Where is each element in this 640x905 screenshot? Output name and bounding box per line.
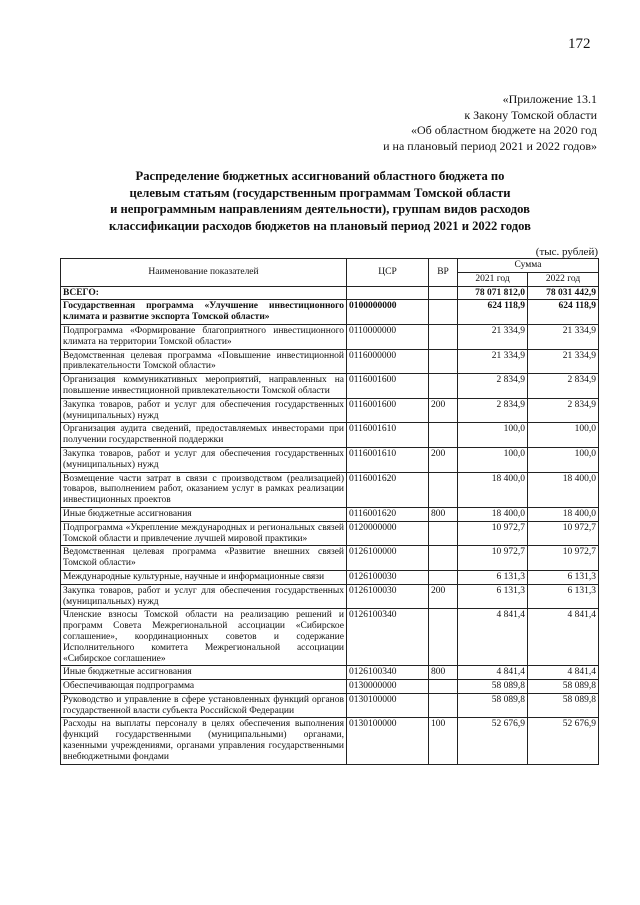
cell-2022: 58 089,8 bbox=[528, 693, 599, 718]
cell-2022: 58 089,8 bbox=[528, 680, 599, 694]
header-name: Наименование показателей bbox=[61, 259, 347, 287]
cell-2021: 6 131,3 bbox=[458, 570, 528, 584]
cell-2022: 21 334,9 bbox=[528, 349, 599, 374]
cell-vr bbox=[429, 680, 458, 694]
table-row bbox=[61, 324, 599, 349]
document-title bbox=[40, 168, 600, 234]
cell-2022: 100,0 bbox=[528, 423, 599, 448]
table-row bbox=[61, 472, 599, 507]
table-row bbox=[61, 666, 599, 680]
cell-2021: 2 834,9 bbox=[458, 398, 528, 423]
cell-2022: 52 676,9 bbox=[528, 718, 599, 764]
table-row bbox=[61, 609, 599, 666]
cell-2021: 4 841,4 bbox=[458, 609, 528, 666]
cell-2022: 21 334,9 bbox=[528, 324, 599, 349]
cell-name: Закупка товаров, работ и услуг для обеспечения государственных (муниципальных) нужд bbox=[61, 584, 347, 609]
header-csr: ЦСР bbox=[347, 259, 429, 287]
cell-csr: 0100000000 bbox=[347, 300, 429, 325]
cell-vr: 200 bbox=[429, 447, 458, 472]
table-row bbox=[61, 546, 599, 571]
cell-vr bbox=[429, 286, 458, 300]
cell-csr: 0116001600 bbox=[347, 374, 429, 399]
cell-name: Закупка товаров, работ и услуг для обеспечения государственных (муниципальных) нужд bbox=[61, 398, 347, 423]
cell-name: Иные бюджетные ассигнования bbox=[61, 666, 347, 680]
cell-csr: 0130100000 bbox=[347, 693, 429, 718]
cell-vr bbox=[429, 693, 458, 718]
budget-table bbox=[60, 258, 599, 765]
cell-csr: 0130100000 bbox=[347, 718, 429, 764]
cell-2021: 78 071 812,0 bbox=[458, 286, 528, 300]
cell-csr: 0130000000 bbox=[347, 680, 429, 694]
cell-csr: 0126100000 bbox=[347, 546, 429, 571]
cell-csr: 0126100340 bbox=[347, 609, 429, 666]
table-row bbox=[61, 718, 599, 764]
cell-2021: 52 676,9 bbox=[458, 718, 528, 764]
cell-name: Подпрограмма «Укрепление международных и региональных связей Томской области и привлечение лучшей мировой практики» bbox=[61, 521, 347, 546]
table-row bbox=[61, 570, 599, 584]
cell-2021: 100,0 bbox=[458, 423, 528, 448]
cell-csr: 0120000000 bbox=[347, 521, 429, 546]
cell-csr: 0116001600 bbox=[347, 398, 429, 423]
cell-name: Иные бюджетные ассигнования bbox=[61, 507, 347, 521]
cell-2022: 100,0 bbox=[528, 447, 599, 472]
table-row bbox=[61, 398, 599, 423]
title-line: и непрограммным направлениям деятельности), группам видов расходов bbox=[110, 202, 530, 216]
cell-csr: 0110000000 bbox=[347, 324, 429, 349]
table-row bbox=[61, 286, 599, 300]
cell-name: Ведомственная целевая программа «Развитие внешних связей Томской области» bbox=[61, 546, 347, 571]
header-year-2021: 2021 год bbox=[458, 272, 528, 286]
cell-vr bbox=[429, 324, 458, 349]
appendix-line: «Приложение 13.1 bbox=[502, 92, 597, 106]
table-row bbox=[61, 423, 599, 448]
cell-vr: 800 bbox=[429, 507, 458, 521]
cell-2022: 18 400,0 bbox=[528, 472, 599, 507]
table-row bbox=[61, 300, 599, 325]
cell-2022: 4 841,4 bbox=[528, 666, 599, 680]
table-row bbox=[61, 693, 599, 718]
cell-2022: 2 834,9 bbox=[528, 374, 599, 399]
table-row bbox=[61, 521, 599, 546]
cell-vr: 100 bbox=[429, 718, 458, 764]
cell-vr: 200 bbox=[429, 584, 458, 609]
cell-csr: 0116001620 bbox=[347, 507, 429, 521]
cell-2022: 624 118,9 bbox=[528, 300, 599, 325]
cell-name: Подпрограмма «Формирование благоприятного инвестиционного климата на территории Томской области» bbox=[61, 324, 347, 349]
cell-vr: 800 bbox=[429, 666, 458, 680]
cell-name: Государственная программа «Улучшение инвестиционного климата и развитие экспорта Томской области» bbox=[61, 300, 347, 325]
cell-name: ВСЕГО: bbox=[61, 286, 347, 300]
cell-2021: 10 972,7 bbox=[458, 546, 528, 571]
cell-name: Руководство и управление в сфере установленных функций органов государственной власти субъекта Российской Федерации bbox=[61, 693, 347, 718]
title-line: Распределение бюджетных ассигнований областного бюджета по bbox=[135, 169, 505, 183]
cell-vr bbox=[429, 570, 458, 584]
cell-2021: 6 131,3 bbox=[458, 584, 528, 609]
cell-csr: 0126100030 bbox=[347, 584, 429, 609]
cell-2021: 18 400,0 bbox=[458, 507, 528, 521]
cell-name: Организация аудита сведений, предоставляемых инвесторами при получении государственной поддержки bbox=[61, 423, 347, 448]
cell-2021: 21 334,9 bbox=[458, 349, 528, 374]
cell-2021: 624 118,9 bbox=[458, 300, 528, 325]
cell-2022: 4 841,4 bbox=[528, 609, 599, 666]
cell-name: Расходы на выплаты персоналу в целях обеспечения выполнения функций государственными (муниципальными) органами, казенными учреждениями, органами управления государственными внебюджетными фондами bbox=[61, 718, 347, 764]
cell-name: Возмещение части затрат в связи с производством (реализацией) товаров, выполнением работ, оказанием услуг в рамках реализации инвестиционных проектов bbox=[61, 472, 347, 507]
cell-vr bbox=[429, 472, 458, 507]
table-row bbox=[61, 507, 599, 521]
cell-2022: 10 972,7 bbox=[528, 546, 599, 571]
appendix-line: и на плановый период 2021 и 2022 годов» bbox=[383, 138, 597, 153]
cell-csr: 0116000000 bbox=[347, 349, 429, 374]
cell-2021: 58 089,8 bbox=[458, 680, 528, 694]
cell-csr: 0116001610 bbox=[347, 447, 429, 472]
table-row bbox=[61, 680, 599, 694]
cell-2021: 58 089,8 bbox=[458, 693, 528, 718]
cell-vr bbox=[429, 374, 458, 399]
cell-name: Членские взносы Томской области на реализацию решений и программ Совета Межрегиональной ассоциации «Сибирское соглашение», координационных советов и содержание Исполнительного комитета Межрегиональной ассоциации «Сибирское соглашение» bbox=[61, 609, 347, 666]
cell-csr: 0126100340 bbox=[347, 666, 429, 680]
table-row bbox=[61, 349, 599, 374]
title-line: целевым статьям (государственным программам Томской области bbox=[129, 185, 511, 200]
cell-2022: 78 031 442,9 bbox=[528, 286, 599, 300]
cell-2022: 6 131,3 bbox=[528, 584, 599, 609]
cell-vr bbox=[429, 423, 458, 448]
cell-name: Ведомственная целевая программа «Повышение инвестиционной привлекательности Томской области» bbox=[61, 349, 347, 374]
title-line: классификации расходов бюджетов на плановый период 2021 и 2022 годов bbox=[109, 218, 531, 233]
cell-2021: 4 841,4 bbox=[458, 666, 528, 680]
header-vr: ВР bbox=[429, 259, 458, 287]
cell-2022: 6 131,3 bbox=[528, 570, 599, 584]
cell-2021: 2 834,9 bbox=[458, 374, 528, 399]
cell-name: Закупка товаров, работ и услуг для обеспечения государственных (муниципальных) нужд bbox=[61, 447, 347, 472]
table-row bbox=[61, 584, 599, 609]
header-year-2022: 2022 год bbox=[528, 272, 599, 286]
cell-2021: 10 972,7 bbox=[458, 521, 528, 546]
cell-name: Обеспечивающая подпрограмма bbox=[61, 680, 347, 694]
cell-vr: 200 bbox=[429, 398, 458, 423]
cell-vr bbox=[429, 609, 458, 666]
cell-name: Международные культурные, научные и информационные связи bbox=[61, 570, 347, 584]
page-number: 172 bbox=[568, 36, 591, 52]
cell-csr: 0126100030 bbox=[347, 570, 429, 584]
cell-2022: 2 834,9 bbox=[528, 398, 599, 423]
cell-vr bbox=[429, 300, 458, 325]
appendix-line: «Об областном бюджете на 2020 год bbox=[411, 123, 597, 137]
cell-csr bbox=[347, 286, 429, 300]
cell-2022: 10 972,7 bbox=[528, 521, 599, 546]
cell-2022: 18 400,0 bbox=[528, 507, 599, 521]
cell-2021: 21 334,9 bbox=[458, 324, 528, 349]
table-row bbox=[61, 374, 599, 399]
cell-name: Организация коммуникативных мероприятий, направленных на повышение инвестиционной привлекательности Томской области bbox=[61, 374, 347, 399]
cell-vr bbox=[429, 546, 458, 571]
cell-vr bbox=[429, 521, 458, 546]
cell-2021: 100,0 bbox=[458, 447, 528, 472]
cell-2021: 18 400,0 bbox=[458, 472, 528, 507]
units-label: (тыс. рублей) bbox=[535, 246, 598, 258]
appendix-line: к Закону Томской области bbox=[464, 107, 597, 122]
header-sum: Сумма bbox=[458, 259, 599, 273]
cell-vr bbox=[429, 349, 458, 374]
cell-csr: 0116001620 bbox=[347, 472, 429, 507]
table-row bbox=[61, 447, 599, 472]
appendix-header bbox=[297, 92, 597, 154]
cell-csr: 0116001610 bbox=[347, 423, 429, 448]
